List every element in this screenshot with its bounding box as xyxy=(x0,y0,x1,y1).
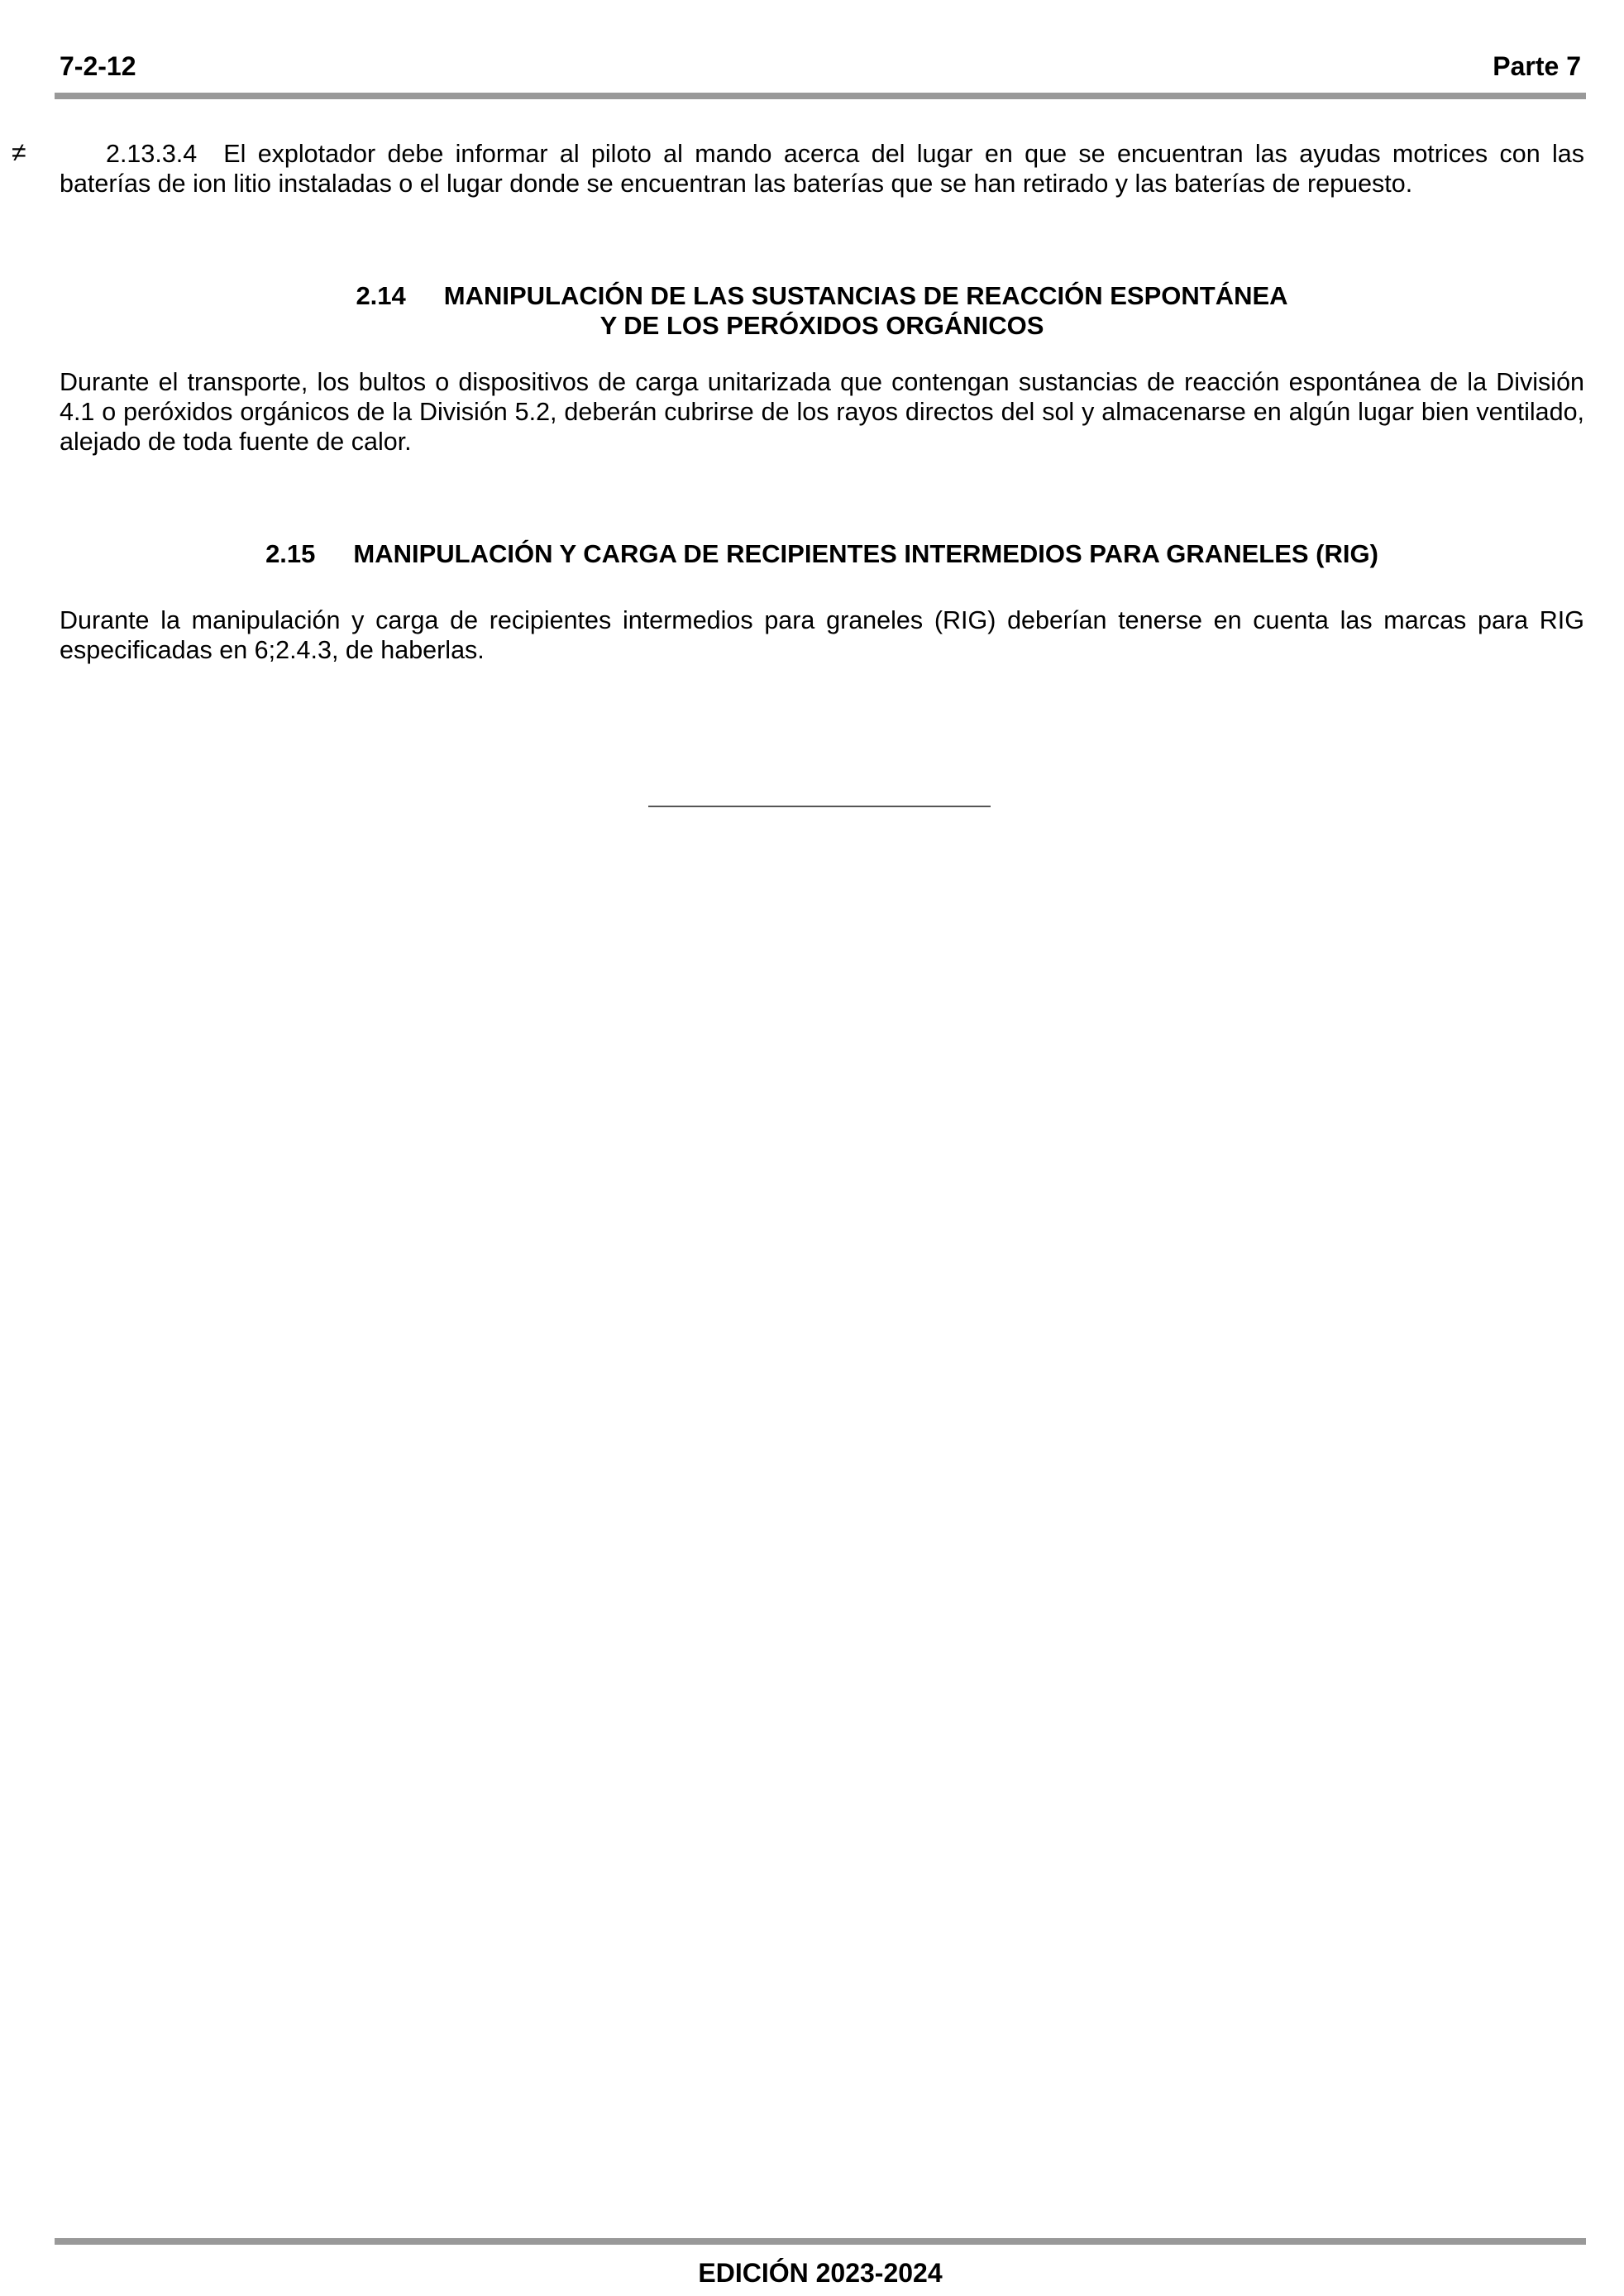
section-title-line1: MANIPULACIÓN DE LAS SUSTANCIAS DE REACCIÓN ESPONTÁNEA xyxy=(443,281,1288,310)
end-of-chapter-rule xyxy=(648,806,991,807)
page-number: 7-2-12 xyxy=(60,51,136,81)
section-heading-2-14 xyxy=(60,281,1584,341)
section-title: MANIPULACIÓN Y CARGA DE RECIPIENTES INTERMEDIOS PARA GRANELES (RIG) xyxy=(353,539,1378,568)
section-2-15-paragraph: Durante la manipulación y carga de recipientes intermedios para graneles (RIG) deberían tenerse en cuenta las marcas para RIG especificadas en 6;2.4.3, de haberlas. xyxy=(60,606,1584,664)
header-rule xyxy=(55,93,1586,99)
section-title-line2: Y DE LOS PERÓXIDOS ORGÁNICOS xyxy=(599,311,1044,340)
edition-footer: EDICIÓN 2023-2024 xyxy=(698,2258,943,2288)
footer-rule xyxy=(55,2238,1586,2245)
paragraph-2-13-3-4 xyxy=(60,139,1584,199)
page-header xyxy=(55,48,1586,84)
section-number: 2.15 xyxy=(265,539,316,568)
section-heading-2-15 xyxy=(60,539,1584,569)
section-number: 2.14 xyxy=(356,281,406,310)
part-label: Parte 7 xyxy=(1493,51,1581,81)
section-2-14-paragraph: Durante el transporte, los bultos o dispositivos de carga unitarizada que contengan sustancias de reacción espontánea de la División 4.1 o peróxidos orgánicos de la División 5.2, deberán cubrirse de los rayos directos del sol y almacenarse en algún lugar bien ventilado, alejado de toda fuente de calor. xyxy=(60,368,1584,456)
amendment-mark: ≠ xyxy=(12,137,26,167)
paragraph-text: El explotador debe informar al piloto al mando acerca del lugar en que se encuentran las ayudas motrices con las baterías de ion litio instaladas o el lugar donde se encuentran las baterías que se han retirado y las baterías de repuesto. xyxy=(60,140,1584,198)
paragraph-number: 2.13.3.4 xyxy=(106,140,198,168)
